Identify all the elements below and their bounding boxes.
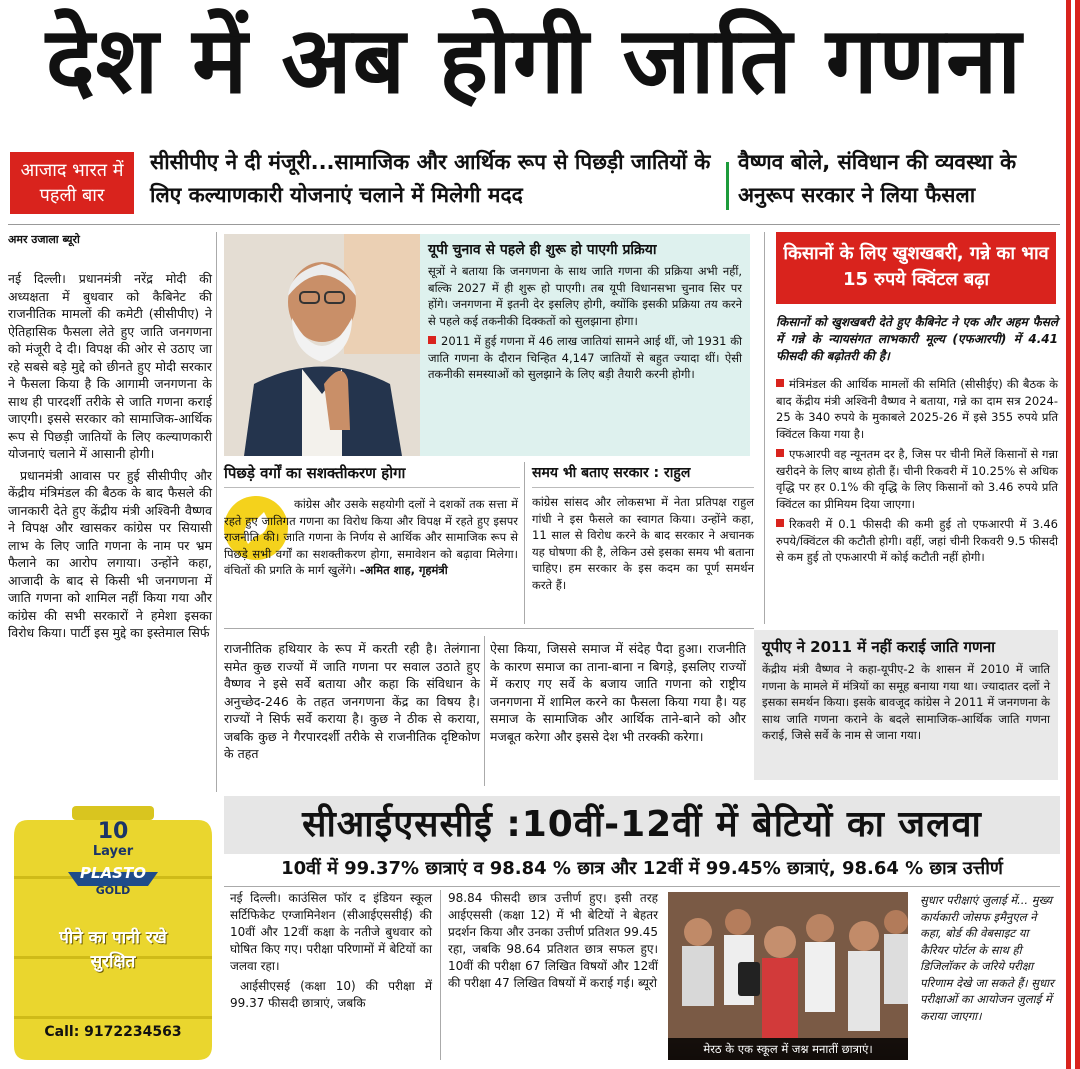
kisan-lead: किसानों को खुशखबरी देते हुए कैबिनेट ने एक और अहम फैसले में गन्ने के न्यायसंगत लाभकारी मूल्य (एफआरपी) में 4.41 फीसदी की बढ़ोतरी की है। (776, 315, 1058, 363)
subhead-left: सीसीपीए ने दी मंजूरी...सामाजिक और आर्थिक रूप से पिछड़ी जातियों के लिए कल्याणकारी योजनाएं चलाने में मिलेगी मदद (150, 150, 711, 207)
subhead-divider (726, 162, 729, 210)
backward-classes-body (224, 496, 518, 579)
rahul-body: कांग्रेस सांसद और लोकसभा में नेता प्रतिपक्ष राहुल गांधी ने इस फैसले का स्वागत किया। उन्होंने कहा, 11 साल से विरोध करने के बाद सरकार ने अचानक यह घोषणा की है, लेकिन उसे इसका समय भी बताना चाहिए। हम सरकार के इस कदम का पूर्ण समर्थन करते हैं। (532, 495, 754, 592)
ad-brand: PLASTO (80, 864, 146, 882)
bullet-icon (776, 519, 784, 527)
water-tank-advertisement (8, 806, 218, 1062)
column-rule (216, 232, 217, 792)
kisan-bullet-1 (776, 376, 1058, 442)
upa-body: केंद्रीय मंत्री वैष्णव ने कहा-यूपीए-2 के शासन में 2010 में जाति गणना के मामले में मंत्रियों का समूह बनाया गया था। ज्यादातर दलों ने इसका समर्थन किया। इसके बावजूद कांग्रेस ने 2011 में जनगणना के साथ जाति गणना कराने के बदले सामाजिक-आर्थिक जाति गणना कराई, जिसे सर्वे के नाम से जाना गया। (762, 662, 1050, 742)
ad-slogan: पीने का पानी रखे सुरक्षित (59, 928, 167, 972)
bullet-icon (776, 449, 784, 457)
cisce-col2: 98.84 फीसदी छात्र उत्तीर्ण हुए। इसी तरह आईएससी (कक्षा 12) में भी बेटियों ने बेहतर प्रदर्शन किया और उनका उत्तीर्ण प्रतिशत 99.45 रहा, जबकि 98.64 प्रतिशत छात्र सफल हुए। 10वीं की परीक्षा 67 लिखित विषयों और 12वीं की परीक्षा 47 लिखित विषयों में कराई गई। ब्यूरो (448, 891, 658, 990)
ad-phone: Call: 9172234563 (44, 1024, 182, 1040)
kisan-headline: किसानों के लिए खुशखबरी, गन्ने का भाव 15 रुपये क्विंटल बढ़ा (776, 232, 1056, 304)
kisan-bullet-3 (776, 516, 1058, 566)
section-rule (224, 628, 754, 629)
modi-photo (224, 234, 420, 456)
cisce-col1-para2: आईसीएसई (कक्षा 10) की परीक्षा में 99.37 फीसदी छात्राएं, जबकि (230, 979, 432, 1010)
kisan-bullet-2-text: एफआरपी वह न्यूनतम दर है, जिस पर चीनी मिलें किसानों से गन्ना खरीदने के लिए बाध्य होती हैं। चीनी रिकवरी में 10.25% से अधिक वृद्धि पर हर 0.1% की वृद्धि के लिए किसानों को 3.46 रुपये प्रति क्विंटल का प्रीमियम दिया जाएगा। (776, 447, 1058, 511)
up-box-title: यूपी चुनाव से पहले ही शुरू हो पाएगी प्रक्रिया (428, 242, 657, 258)
main-story-col3: ऐसा किया, जिससे समाज में संदेह पैदा हुआ। राजनीति के कारण समाज का ताना-बाना न बिगड़े, इसलिए राज्यों में कराए गए सर्वे के बजाय जाति गणना को राष्ट्रीय जनगणना में शामिल करने का फैसला किया गया है। यह समाज के सामाजिक और आर्थिक ताने-बाने को और मजबूत करेगा और इससे देश भी तरक्की करेगा। (490, 641, 746, 744)
bullet-icon (776, 379, 784, 387)
celebrating-students-photo (668, 892, 908, 1060)
main-story-para1: नई दिल्ली। प्रधानमंत्री नरेंद्र मोदी की अध्यक्षता में बुधवार को कैबिनेट की राजनीतिक मामलों की कमेटी (सीसीपीए) ने ऐतिहासिक फैसला लेते हुए जाति जनगणना को मंजूरी दे दी। विपक्ष की ओर से उठाए जा रहे सबसे बड़े मुद्दे को छीनते हुए मोदी सरकार ने फैसला किया है कि आगामी जनगणना के साथ ही पारदर्शी तरीके से जाति गणना कराई जाएगी। इससे सरकार को सामाजिक-आर्थिक रूप से पिछड़ी जातियों के लिए कल्याणकारी योजनाएं चलाने में आसानी होगी। (8, 271, 212, 461)
ad-gold: GOLD (95, 884, 131, 897)
first-time-tag: आजाद भारत में पहली बार (10, 152, 134, 214)
header-rule (8, 224, 1060, 225)
rahul-title: समय भी बताए सरकार : राहुल (532, 462, 754, 488)
cisce-col1 (230, 890, 432, 1012)
backward-classes-title: पिछड़े वर्गों का सशक्तीकरण होगा (224, 462, 520, 488)
backward-classes-attribution: -अमित शाह, गृहमंत्री (359, 563, 448, 577)
ad-layer-word: Layer (92, 844, 134, 859)
bullet-icon (428, 336, 436, 344)
ad-layer-count: 10 (97, 819, 129, 844)
up-box-para1: सूत्रों ने बताया कि जनगणना के साथ जाति गणना की प्रक्रिया अभी नहीं, बल्कि 2027 में ही शुरू हो पाएगी। तब यूपी विधानसभा चुनाव सिर पर होंगे। जनगणना में इतनी देर इसलिए होगी, क्योंकि इसकी प्रक्रिया तय करने से पहले कई तकनीकी दिक्कतों को सुलझाना होगा। (428, 264, 742, 328)
main-story-col1 (8, 270, 212, 642)
upa-box (754, 630, 1058, 780)
column-rule (764, 232, 765, 624)
students-illustration (668, 892, 908, 1038)
rahul-panel (532, 462, 754, 593)
column-rule (524, 462, 525, 624)
up-box-para2 (428, 333, 742, 383)
cisce-subheadline: 10वीं में 99.37% छात्राएं व 98.84 % छात्र और 12वीं में 99.45% छात्राएं, 98.64 % छात्र उत्तीर्ण (281, 858, 1003, 879)
up-election-box (420, 234, 750, 456)
column-rule (440, 890, 441, 1060)
kisan-bullet-3-text: रिकवरी में 0.1 फीसदी की कमी हुई तो एफआरपी में 3.46 रुपये/क्विंटल की कटौती होगी। वहीं, जहां चीनी रिकवरी 9.5 फीसदी से कम हुई तो एफआरपी में कोई कटौती नहीं होगी। (776, 517, 1058, 564)
cisce-col1-para1: नई दिल्ली। काउंसिल फॉर द इंडियन स्कूल सर्टिफिकेट एग्जामिनेशन (सीआईएससीई) की 10वीं और 12वीं कक्षा के नतीजे बुधवार को घोषित किए गए। परीक्षा परिणामों में बेटियों का जलवा रहा। (230, 891, 432, 973)
main-story-para2: प्रधानमंत्री आवास पर हुई सीसीपीए और केंद्रीय मंत्रिमंडल की बैठक के बाद फैसले की जानकारी देते हुए केंद्रीय मंत्री अश्विनी वैष्णव ने विपक्ष और खासकर कांग्रेस पर सियासी लाभ के लिए जाति गणना के नाम पर भ्रम फैलाने का आरोप लगाया। उन्होंने कहा, आजादी के बाद से किसी भी जनगणना में जाति गणना को शामिल नहीं किया गया और कांग्रेस की सभी सरकारों ने हमेशा इसका विरोध किया। पार्टी इस मुद्दे का इस्तेमाल सिर्फ (8, 467, 212, 640)
cisce-headline: सीआईएससीई :10वीं-12वीं में बेटियों का जलवा (224, 796, 1060, 854)
subhead-right: वैष्णव बोले, संविधान की व्यवस्था के अनुरूप सरकार ने लिया फैसला (738, 150, 1017, 207)
kisan-bullet-1-text: मंत्रिमंडल की आर्थिक मामलों की समिति (सीसीईए) की बैठक के बाद केंद्रीय मंत्री अश्विनी वैष्णव ने बताया, गन्ने का दाम सत्र 2024-25 के 340 रुपये के मुकाबले 2025-26 में इसे 355 रुपये प्रति क्विंटल किया गया है। (776, 377, 1058, 441)
headline: देश में अब होगी जाति गणना (45, 7, 1023, 114)
main-story-col2: राजनीतिक हथियार के रूप में करती रही है। तेलंगाना समेत कुछ राज्यों में जाति गणना पर सवाल उठाते हुए वैष्णव ने इसे सर्वे बताया और कहा कि संविधान के अनुच्छेद-246 के तहत जनगणना केंद्र का विषय है। राज्यों ने सिर्फ सर्वे कराया है। कुछ ने ठीक से कराया, जबकि कुछ ने गैरपारदर्शी तरीके से राजनीतिक दृष्टिकोण के तहत (224, 641, 480, 761)
column-rule (484, 636, 485, 786)
backward-classes-text: कांग्रेस और उसके सहयोगी दलों ने दशकों तक सत्ता में रहते हुए जातिगत गणना का विरोध किया और विपक्ष में रहते हुए इसपर राजनीति की। जाति गणना के निर्णय से आर्थिक और सामाजिक रूप से पिछड़े सभी वर्गों का सशक्तीकरण होगा, समावेशन को बढ़ावा मिलेगा। वंचितों की प्रगति के मार्ग खुलेंगे। (224, 497, 518, 577)
right-edge-white-line (1071, 0, 1075, 1069)
modi-photo-illustration (224, 234, 420, 456)
kisan-bullet-2 (776, 446, 1058, 512)
upa-title: यूपीए ने 2011 में नहीं कराई जाति गणना (762, 638, 996, 656)
cisce-col3: सुधार परीक्षाएं जुलाई में... मुख्य कार्यकारी जोसफ इमैनुएल ने कहा, बोर्ड की वेबसाइट या कैरियर पोर्टल के साथ ही डिजिलॉकर के जरिये परीक्षा परिणाम देखे जा सकते हैं। सुधार परीक्षाओं का आयोजन जुलाई में कराया जाएगा। (920, 893, 1054, 1023)
up-box-para2-text: 2011 में हुई गणना में 46 लाख जातियां सामने आई थीं, जो 1931 की जाति गणना के दौरान चिन्हित 4,147 जातियों से बहुत ज्यादा थीं। ऐसी तकनीकी समस्याओं को सुलझाने के लिए बड़ी तैयारी करनी होगी। (428, 334, 742, 381)
photo-caption: मेरठ के एक स्कूल में जश्न मनातीं छात्राएं। (668, 1038, 908, 1060)
kisan-bullets (776, 376, 1058, 566)
byline: अमर उजाला ब्यूरो (8, 233, 80, 246)
cisce-rule (224, 886, 1060, 887)
